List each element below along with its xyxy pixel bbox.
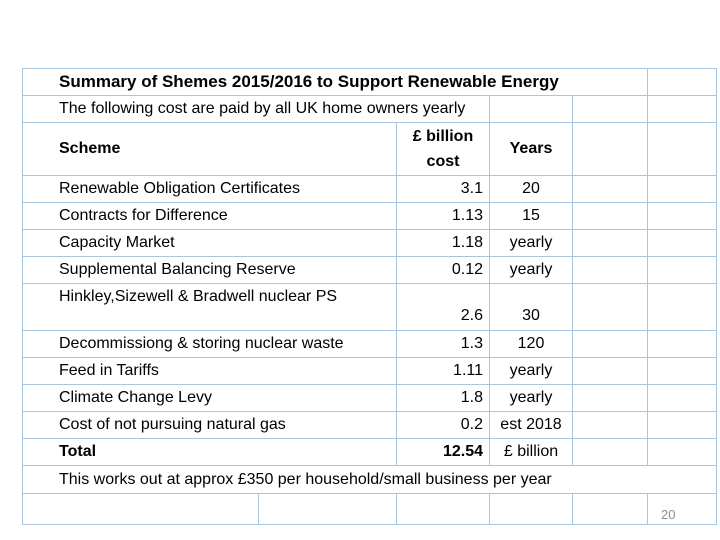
empty-cell (23, 494, 259, 525)
scheme-cell: Climate Change Levy (23, 385, 397, 412)
years-cell: 20 (490, 176, 573, 203)
empty-cell (648, 331, 717, 358)
scheme-cell: Feed in Tariffs (23, 358, 397, 385)
years-cell: 120 (490, 331, 573, 358)
years-cell: yearly (490, 230, 573, 257)
cost-cell: 3.1 (397, 176, 490, 203)
years-cell: est 2018 (490, 412, 573, 439)
empty-cell (259, 494, 397, 525)
empty-cell (573, 230, 648, 257)
header-cost: £ billion cost (397, 123, 490, 176)
total-cost-cell: 12.54 (397, 439, 490, 466)
empty-cell (573, 284, 648, 331)
empty-cell (573, 257, 648, 284)
table-row (23, 358, 717, 385)
empty-cell (573, 385, 648, 412)
table-row (23, 230, 717, 257)
subtitle-row (23, 96, 717, 123)
table-row (23, 385, 717, 412)
empty-cell (648, 439, 717, 466)
scheme-cell: Contracts for Difference (23, 203, 397, 230)
empty-cell (490, 96, 573, 123)
empty-cell (573, 412, 648, 439)
empty-cell (648, 69, 717, 96)
empty-cell (573, 358, 648, 385)
empty-cell (648, 385, 717, 412)
empty-cell (648, 203, 717, 230)
table-row (23, 284, 717, 331)
table-row (23, 203, 717, 230)
table-title: Summary of Shemes 2015/2016 to Support Renewable Energy (23, 69, 648, 96)
years-cell: yearly (490, 358, 573, 385)
empty-cell (573, 176, 648, 203)
total-label-cell: Total (23, 439, 397, 466)
empty-row (23, 494, 717, 525)
empty-cell (573, 123, 648, 176)
cost-cell: 1.8 (397, 385, 490, 412)
empty-cell (573, 439, 648, 466)
empty-cell (397, 494, 490, 525)
cost-cell: 1.18 (397, 230, 490, 257)
empty-cell (648, 257, 717, 284)
empty-cell (648, 123, 717, 176)
schemes-table (22, 68, 717, 525)
years-cell: yearly (490, 257, 573, 284)
empty-cell (573, 96, 648, 123)
cost-cell: 0.12 (397, 257, 490, 284)
cost-cell: 1.11 (397, 358, 490, 385)
slide-number: 20 (661, 507, 676, 522)
title-row (23, 69, 717, 96)
cost-cell: 2.6 (397, 284, 490, 331)
cost-cell: 1.13 (397, 203, 490, 230)
total-unit-cell: £ billion (490, 439, 573, 466)
scheme-cell: Supplemental Balancing Reserve (23, 257, 397, 284)
empty-cell (648, 358, 717, 385)
empty-cell (573, 203, 648, 230)
empty-cell (648, 412, 717, 439)
empty-cell (648, 230, 717, 257)
empty-cell (490, 494, 573, 525)
table-row (23, 331, 717, 358)
empty-cell (648, 176, 717, 203)
years-cell: yearly (490, 385, 573, 412)
scheme-cell: Hinkley,Sizewell & Bradwell nuclear PS (23, 284, 397, 331)
scheme-cell: Renewable Obligation Certificates (23, 176, 397, 203)
total-row (23, 439, 717, 466)
empty-cell (648, 494, 717, 525)
table-row (23, 257, 717, 284)
scheme-cell: Decommissiong & storing nuclear waste (23, 331, 397, 358)
cost-cell: 0.2 (397, 412, 490, 439)
cost-cell: 1.3 (397, 331, 490, 358)
table-row (23, 412, 717, 439)
header-row (23, 123, 717, 176)
footer-row (23, 466, 717, 494)
table-row (23, 176, 717, 203)
empty-cell (648, 96, 717, 123)
empty-cell (573, 494, 648, 525)
header-scheme: Scheme (23, 123, 397, 176)
table-footer-note: This works out at approx £350 per household/small business per year (23, 466, 717, 494)
scheme-cell: Cost of not pursuing natural gas (23, 412, 397, 439)
table-subtitle: The following cost are paid by all UK home owners yearly (23, 96, 490, 123)
header-years: Years (490, 123, 573, 176)
years-cell: 30 (490, 284, 573, 331)
empty-cell (648, 284, 717, 331)
empty-cell (573, 331, 648, 358)
scheme-cell: Capacity Market (23, 230, 397, 257)
years-cell: 15 (490, 203, 573, 230)
